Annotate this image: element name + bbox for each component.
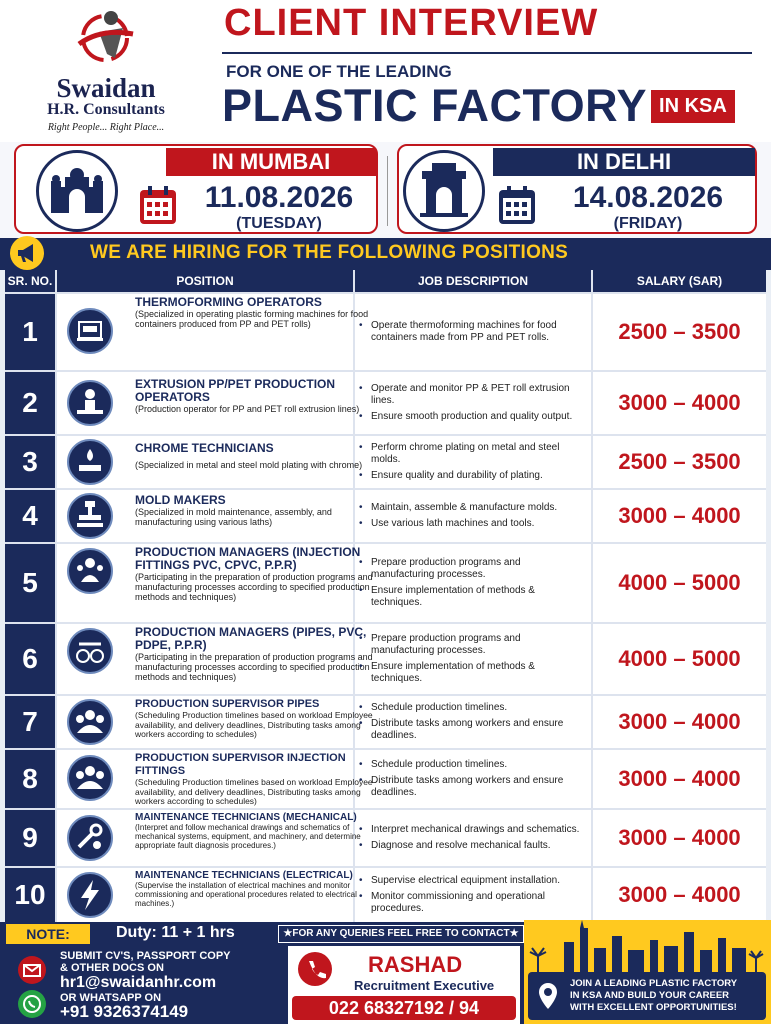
team-icon	[67, 755, 113, 801]
duty-item: • Ensure quality and durability of plating.	[357, 470, 585, 482]
table-row	[5, 292, 766, 370]
position-description: (Participating in the preparation of production programs and manufacturing processes according to specified production methods and techniques)	[135, 652, 373, 682]
delhi-day: (FRIDAY)	[613, 215, 683, 232]
job-duties	[357, 544, 585, 622]
mumbai-label: IN MUMBAI	[166, 148, 376, 176]
table-row	[5, 370, 766, 434]
contact-name: RASHAD	[368, 952, 463, 977]
duty-item: • Operate thermoforming machines for food containers made from PP and PET rolls.	[357, 320, 585, 344]
position-title: EXTRUSION PP/PET PRODUCTION OPERATORS	[135, 377, 336, 404]
salary-range: 3000 – 4000	[618, 825, 741, 850]
duty-item: • Maintain, assemble & manufacture molds.	[357, 502, 585, 514]
hiring-text: WE ARE HIRING FOR THE FOLLOWING POSITIONS	[90, 242, 569, 263]
table-row	[5, 542, 766, 622]
position-title: MAINTENANCE TECHNICIANS (ELECTRICAL)	[135, 870, 353, 881]
position-title: PRODUCTION MANAGERS (PIPES, PVC, PDPE, P.P.R)	[135, 625, 367, 652]
salary-range: 2500 – 3500	[618, 319, 741, 344]
whatsapp-label: OR WHATSAPP ON	[60, 992, 162, 1004]
salary-range: 4000 – 5000	[618, 570, 741, 595]
duty-item: • Prepare production programs and manufacturing processes.	[357, 633, 585, 657]
location-pin-icon	[536, 981, 560, 1011]
mumbai-date: 11.08.2026	[204, 181, 354, 214]
brand-tagline: Right People... Right Place...	[47, 122, 165, 133]
duty-item: • Prepare production programs and manufacturing processes.	[357, 557, 585, 581]
header	[0, 0, 771, 142]
footer	[0, 946, 771, 1024]
megaphone-icon	[10, 236, 44, 270]
job-duties	[357, 868, 585, 922]
brand-name: Swaidan	[56, 73, 156, 103]
thermoforming-machine-icon	[67, 308, 113, 354]
job-duties	[357, 696, 585, 748]
submit-line-2: & OTHER DOCS ON	[60, 962, 164, 974]
location-badge: IN KSA	[651, 90, 735, 123]
duty-item: • Interpret mechanical drawings and schematics.	[357, 824, 585, 836]
col-header-salary: SALARY (SAR)	[593, 270, 766, 292]
submit-line-1: SUBMIT CV'S, PASSPORT COPY	[60, 950, 231, 962]
row-number: 8	[5, 750, 55, 808]
contact-role: Recruitment Executive	[354, 978, 495, 993]
duty-item: • Operate and monitor PP & PET roll extrusion lines.	[357, 383, 585, 407]
duty-item: • Supervise electrical equipment installation.	[357, 875, 585, 887]
gateway-of-india-icon	[36, 150, 118, 232]
interview-dates	[0, 142, 771, 238]
title-divider	[222, 52, 752, 54]
position-description: (Specialized in metal and steel mold plating with chrome)	[135, 460, 363, 470]
position-description: (Production operator for PP and PET roll extrusion lines)	[135, 404, 360, 414]
page-title: CLIENT INTERVIEW	[224, 2, 599, 44]
salary-range: 3000 – 4000	[618, 709, 741, 734]
position-title: MAINTENANCE TECHNICIANS (MECHANICAL)	[135, 812, 357, 823]
brand-logo	[8, 4, 204, 138]
salary-range: 2500 – 3500	[618, 449, 741, 474]
note-label: NOTE:	[6, 924, 90, 944]
position-description: (Scheduling Production timelines based on workload Employee availability, and delivery deadlines, Distributing tasks among workers according to schedules)	[135, 710, 373, 739]
operator-icon	[67, 380, 113, 426]
phone-icon	[298, 952, 332, 986]
salary-range: 4000 – 5000	[618, 646, 741, 671]
managers-icon	[67, 548, 113, 594]
position-description: (Specialized in operating plastic forming machines for food containers produced from PP and PET rolls)	[135, 309, 369, 329]
swaidan-logo-icon	[71, 4, 141, 70]
venue-mumbai	[14, 144, 378, 234]
job-duties	[357, 810, 585, 866]
position-title: PRODUCTION SUPERVISOR INJECTION FITTINGS	[135, 752, 346, 777]
job-duties	[357, 372, 585, 434]
email-icon	[18, 956, 46, 984]
india-gate-icon	[403, 150, 485, 232]
position-description: (Scheduling Production timelines based on workload Employee availability, and delivery deadlines, Distributing tasks among workers according to schedules)	[135, 777, 373, 806]
mold-press-icon	[67, 493, 113, 539]
row-number: 7	[5, 696, 55, 748]
promo-line-2: IN KSA AND BUILD YOUR CAREER	[570, 990, 730, 1001]
duty-item: • Monitor commissioning and operational procedures.	[357, 891, 585, 915]
table-row	[5, 622, 766, 694]
job-duties	[357, 624, 585, 694]
brand-subtitle: H.R. Consultants	[47, 101, 165, 118]
row-number: 1	[5, 294, 55, 370]
header-lead: FOR ONE OF THE LEADING	[226, 62, 452, 81]
duty-item: • Ensure smooth production and quality output.	[357, 411, 585, 423]
promo-line-1: JOIN A LEADING PLASTIC FACTORY	[570, 978, 738, 989]
position-description: (Specialized in mold maintenance, assembly, and manufacturing using various laths)	[135, 507, 332, 527]
salary-range: 3000 – 4000	[618, 882, 741, 907]
position-title: THERMOFORMING OPERATORS	[135, 295, 322, 309]
lightning-icon	[67, 872, 113, 918]
job-duties	[357, 750, 585, 808]
skyline-icon	[524, 920, 771, 976]
position-description: (Supervise the installation of electrical machines and monitor commissioning and operational procedures related to electrical machines.)	[135, 881, 357, 908]
table-row	[5, 808, 766, 866]
submission-info	[0, 946, 285, 1024]
duty-item: • Schedule production timelines.	[357, 759, 585, 771]
duty-item: • Use various lath machines and tools.	[357, 518, 585, 530]
duty-item: • Ensure implementation of methods & techniques.	[357, 661, 585, 685]
salary-range: 3000 – 4000	[618, 503, 741, 528]
table-row	[5, 434, 766, 488]
duty-item: • Ensure implementation of methods & techniques.	[357, 585, 585, 609]
job-duties	[357, 490, 585, 542]
calendar-icon	[497, 184, 537, 226]
position-description: (Participating in the preparation of production programs and manufacturing processes according to specified production methods and techniques)	[135, 572, 373, 602]
row-number: 3	[5, 436, 55, 488]
promo-panel	[524, 920, 771, 1024]
position-description: (Interpret and follow mechanical drawings and schematics of mechanical systems, equipment, and machinery, and determine appropriate fault diagnosis procedures.)	[135, 823, 361, 850]
job-duties	[357, 294, 585, 370]
positions-table	[5, 270, 766, 922]
venue-divider	[387, 156, 388, 226]
mumbai-day: (TUESDAY)	[236, 215, 322, 232]
row-number: 10	[5, 868, 55, 922]
salary-range: 3000 – 4000	[618, 766, 741, 791]
duty-item: • Diagnose and resolve mechanical faults.	[357, 840, 585, 852]
contact-phone[interactable]: 022 68327192 / 94	[292, 996, 516, 1020]
job-duties	[357, 436, 585, 488]
row-number: 2	[5, 372, 55, 434]
email-link[interactable]: hr1@swaidanhr.com	[60, 974, 217, 991]
delhi-date: 14.08.2026	[572, 181, 724, 214]
venue-delhi	[397, 144, 757, 234]
table-row	[5, 866, 766, 922]
table-row	[5, 694, 766, 748]
row-number: 9	[5, 810, 55, 866]
whatsapp-number[interactable]: +91 9326374149	[60, 1002, 189, 1021]
row-number: 5	[5, 544, 55, 622]
factory-heading: PLASTIC FACTORY	[222, 80, 648, 131]
duty-item: • Perform chrome plating on metal and steel molds.	[357, 442, 585, 466]
position-title: MOLD MAKERS	[135, 493, 226, 507]
team-icon	[67, 699, 113, 745]
salary-range: 3000 – 4000	[618, 390, 741, 415]
pipes-icon	[67, 628, 113, 674]
promo-line-3: WITH EXCELLENT OPPORTUNITIES!	[570, 1002, 737, 1013]
position-title: PRODUCTION SUPERVISOR PIPES	[135, 698, 320, 710]
table-row	[5, 488, 766, 542]
delhi-label: IN DELHI	[493, 148, 755, 176]
calendar-icon	[138, 184, 178, 226]
contact-person	[288, 946, 520, 1024]
row-number: 6	[5, 624, 55, 694]
hiring-banner	[0, 238, 771, 270]
duty-item: • Distribute tasks among workers and ensure deadlines.	[357, 718, 585, 742]
plating-drop-icon	[67, 439, 113, 485]
col-header-description: JOB DESCRIPTION	[355, 270, 591, 292]
promo-message	[528, 972, 766, 1020]
duty-item: • Schedule production timelines.	[357, 702, 585, 714]
queries-text: ★FOR ANY QUERIES FEEL FREE TO CONTACT★	[278, 925, 524, 943]
duty-item: • Distribute tasks among workers and ensure deadlines.	[357, 775, 585, 799]
position-title: CHROME TECHNICIANS	[135, 441, 274, 455]
row-number: 4	[5, 490, 55, 542]
col-header-srno: SR. NO.	[5, 270, 55, 292]
wrench-gear-icon	[67, 815, 113, 861]
col-header-position: POSITION	[57, 270, 353, 292]
whatsapp-icon	[18, 990, 46, 1018]
table-row	[5, 748, 766, 808]
position-title: PRODUCTION MANAGERS (INJECTION FITTINGS PVC, CPVC, P.P.R)	[135, 545, 361, 572]
duty-hours: Duty: 11 + 1 hrs	[116, 924, 235, 941]
